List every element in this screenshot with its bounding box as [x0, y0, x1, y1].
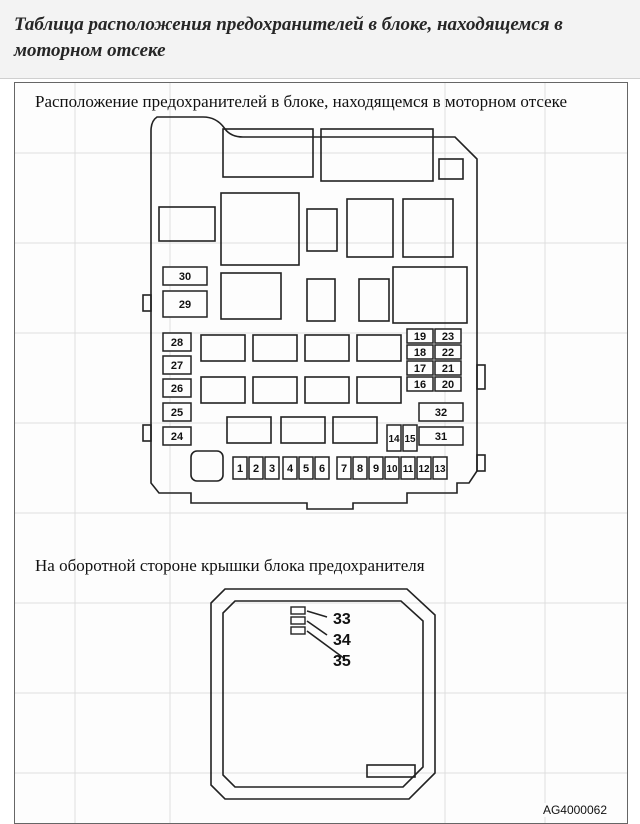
fuse-14	[387, 425, 401, 451]
fuse-30	[163, 267, 207, 285]
fuse-32	[419, 403, 463, 421]
cover-fuse-33: 33	[333, 611, 351, 628]
fuse-label: 27	[170, 360, 184, 372]
fuse-12	[417, 457, 431, 479]
fuse-3	[265, 457, 279, 479]
fuse-label: 17	[413, 363, 427, 375]
heading-title: Таблица расположения предохранителей в блоке, находящемся в моторном отсеке	[14, 14, 563, 61]
fuse-19	[407, 329, 433, 343]
fuse-2	[249, 457, 263, 479]
fuse-label: 2	[252, 463, 260, 475]
fuse-25	[163, 403, 191, 421]
fuse-label: 23	[441, 331, 455, 343]
fuse-label: 28	[170, 337, 184, 349]
fuse-label: 15	[404, 434, 416, 445]
fuse-label: 26	[170, 383, 184, 395]
fuse-label: 31	[434, 431, 448, 443]
fuse-label: 11	[402, 464, 414, 475]
diagram-panel	[14, 82, 628, 824]
fuse-24	[163, 427, 191, 445]
fuse-label: 9	[372, 463, 380, 475]
cover-fuse-35: 35	[333, 653, 351, 670]
fuse-label: 16	[413, 379, 427, 391]
fuse-label: 13	[434, 464, 446, 475]
fuse-13	[433, 457, 447, 479]
page-heading	[0, 0, 640, 79]
fuse-20	[435, 377, 461, 391]
fuse-label: 4	[286, 463, 294, 475]
cover-outline	[211, 589, 435, 799]
fuse-9	[369, 457, 383, 479]
fuse-label: 22	[441, 347, 455, 359]
fuse-label: 7	[340, 463, 348, 475]
fuse-label: 19	[413, 331, 427, 343]
fuse-box-diagram	[15, 83, 628, 824]
fuse-label: 10	[386, 464, 398, 475]
caption-engine-block: Расположение предохранителей в блоке, находящемся в моторном отсеке	[35, 92, 568, 111]
fuse-29	[163, 291, 207, 317]
fuse-label: 24	[170, 431, 184, 443]
fuse-27	[163, 356, 191, 374]
fuse-18	[407, 345, 433, 359]
fuse-5	[299, 457, 313, 479]
fuse-label: 12	[418, 464, 430, 475]
fuse-label: 14	[388, 434, 400, 445]
fuse-26	[163, 379, 191, 397]
fuse-17	[407, 361, 433, 375]
fuse-28	[163, 333, 191, 351]
fuse-label: 5	[302, 463, 310, 475]
fuse-31	[419, 427, 463, 445]
fuse-label: 21	[441, 363, 455, 375]
fuse-label: 6	[318, 463, 326, 475]
caption-cover: На оборотной стороне крышки блока предохранителя	[35, 556, 425, 575]
fuse-7	[337, 457, 351, 479]
fuse-label: 3	[268, 463, 276, 475]
fuse-1	[233, 457, 247, 479]
fuse-21	[435, 361, 461, 375]
fuse-16	[407, 377, 433, 391]
fuse-22	[435, 345, 461, 359]
fuse-label: 18	[413, 347, 427, 359]
fuse-10	[385, 457, 399, 479]
fuse-6	[315, 457, 329, 479]
diagram-code: AG4000062	[542, 803, 607, 817]
fuse-label: 25	[170, 407, 184, 419]
fuse-8	[353, 457, 367, 479]
fuse-label: 32	[434, 407, 448, 419]
fuse-label: 29	[178, 299, 192, 311]
fuse-11	[401, 457, 415, 479]
fuse-label: 30	[178, 271, 192, 283]
fuse-label: 8	[356, 463, 364, 475]
fuse-15	[403, 425, 417, 451]
fuse-23	[435, 329, 461, 343]
cover-fuse-34: 34	[333, 632, 351, 649]
fuse-4	[283, 457, 297, 479]
fuse-label: 20	[441, 379, 455, 391]
fuse-label: 1	[236, 463, 244, 475]
